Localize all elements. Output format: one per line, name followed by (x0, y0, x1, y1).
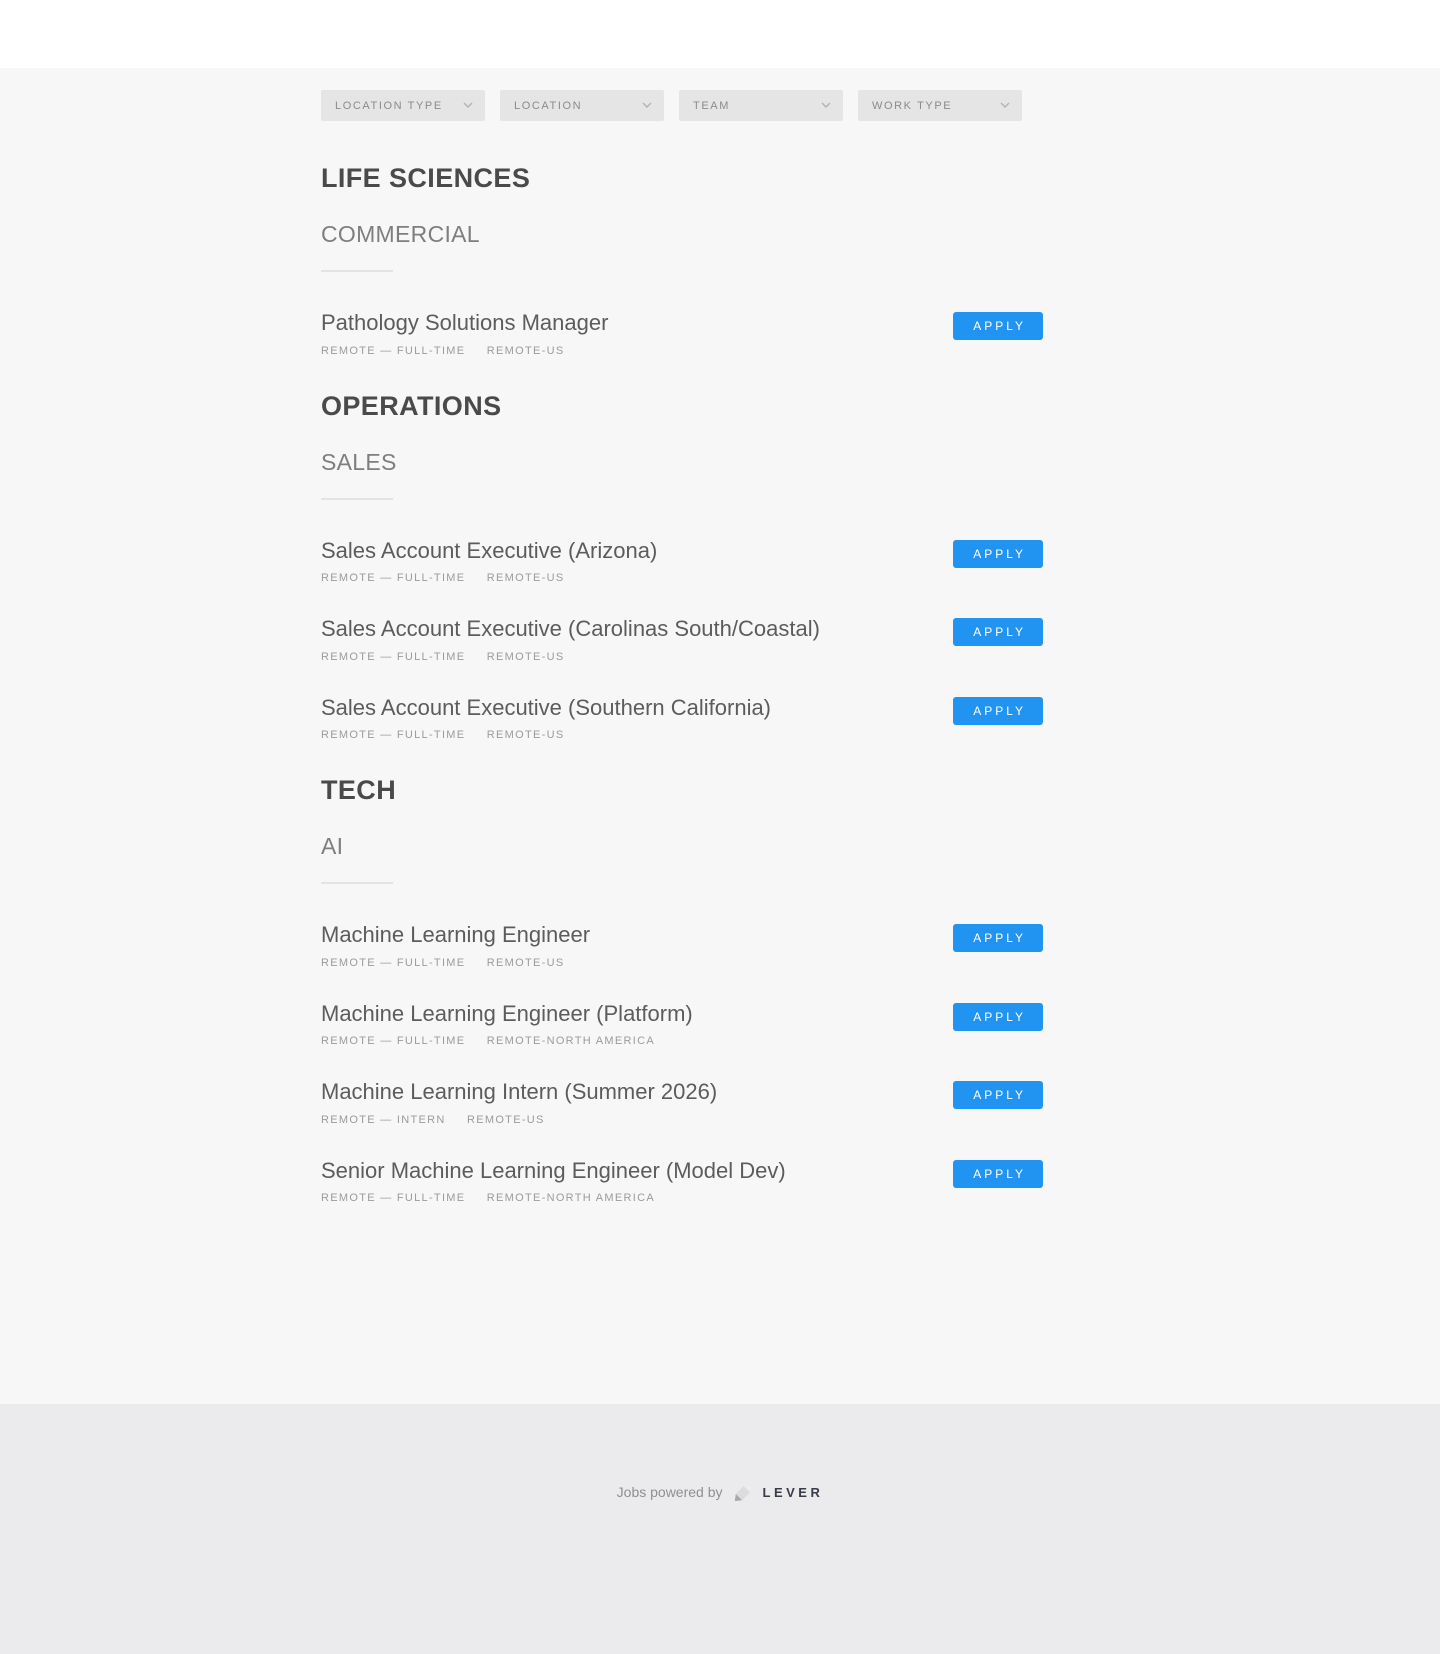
department-heading: LIFE SCIENCES (321, 163, 531, 193)
job-location: REMOTE-NORTH AMERICA (486, 1035, 655, 1047)
filter-bar (321, 90, 1043, 121)
job-title-link[interactable]: Sales Account Executive (Carolinas South/Coastal) (321, 616, 820, 641)
job-info (321, 1157, 786, 1205)
job-row (321, 921, 1043, 969)
chevron-down-icon (642, 102, 652, 109)
department-operations (321, 391, 1043, 742)
footer-content (0, 1404, 1440, 1503)
lever-wordmark: LEVER (762, 1484, 824, 1500)
chevron-down-icon (1000, 102, 1010, 109)
team-heading: AI (321, 833, 344, 859)
filter-location-type-label: LOCATION TYPE (335, 99, 443, 112)
apply-button[interactable]: APPLY (953, 540, 1043, 568)
job-meta (321, 572, 657, 584)
job-row (321, 1157, 1043, 1205)
team-heading: COMMERCIAL (321, 221, 480, 247)
department-life-sciences (321, 163, 1043, 357)
job-commitment: REMOTE — FULL-TIME (321, 572, 466, 584)
team-heading: SALES (321, 448, 397, 475)
team-divider (321, 270, 393, 272)
job-location: REMOTE-US (466, 1113, 545, 1126)
job-title-link[interactable]: Machine Learning Intern (Summer 2026) (321, 1079, 718, 1104)
filter-location-type[interactable] (321, 90, 485, 121)
page-footer (0, 1404, 1440, 1654)
team-commercial (321, 221, 1043, 357)
department-tech (321, 775, 1043, 1204)
job-info (321, 537, 657, 585)
filter-team[interactable] (679, 90, 843, 121)
job-commitment: REMOTE — FULL-TIME (321, 1035, 466, 1047)
content-column (321, 68, 1043, 1204)
lever-logo-icon (733, 1481, 755, 1503)
job-location: REMOTE-US (486, 650, 565, 663)
job-row (321, 615, 1043, 663)
team-sales (321, 449, 1043, 742)
job-commitment: REMOTE — FULL-TIME (321, 729, 466, 741)
job-title-link[interactable]: Sales Account Executive (Southern California) (321, 694, 772, 720)
top-banner (0, 0, 1440, 68)
apply-button[interactable]: APPLY (953, 1003, 1043, 1031)
job-meta (321, 345, 608, 357)
job-location: REMOTE-NORTH AMERICA (486, 1192, 655, 1204)
apply-button[interactable]: APPLY (953, 618, 1043, 646)
job-title-link[interactable]: Sales Account Executive (Arizona) (321, 537, 658, 563)
job-row (321, 537, 1043, 585)
job-meta (321, 1114, 717, 1126)
apply-button[interactable]: APPLY (953, 1160, 1043, 1188)
job-meta (321, 651, 820, 663)
lever-link[interactable] (733, 1481, 824, 1503)
department-heading: TECH (321, 775, 397, 805)
job-commitment: REMOTE — FULL-TIME (321, 956, 466, 969)
job-row (321, 694, 1043, 742)
chevron-down-icon (821, 102, 831, 109)
job-commitment: REMOTE — INTERN (321, 1113, 446, 1126)
apply-button[interactable]: APPLY (953, 312, 1043, 340)
filter-work-type-label: WORK TYPE (872, 99, 953, 112)
job-meta (321, 1035, 693, 1047)
job-commitment: REMOTE — FULL-TIME (321, 344, 466, 357)
job-info (321, 921, 590, 969)
job-title-link[interactable]: Machine Learning Engineer (321, 922, 591, 947)
powered-by-text: Jobs powered by (616, 1484, 723, 1500)
apply-button[interactable]: APPLY (953, 1081, 1043, 1109)
job-title-link[interactable]: Senior Machine Learning Engineer (Model Dev) (321, 1157, 786, 1183)
job-meta (321, 957, 590, 969)
jobs-page (0, 68, 1440, 1404)
job-meta (321, 729, 771, 741)
job-info (321, 615, 820, 663)
team-ai (321, 833, 1043, 1204)
job-info (321, 694, 771, 742)
apply-button[interactable]: APPLY (953, 924, 1043, 952)
job-location: REMOTE-US (486, 572, 565, 584)
chevron-down-icon (463, 102, 473, 109)
job-row (321, 1000, 1043, 1048)
team-divider (321, 498, 393, 500)
job-commitment: REMOTE — FULL-TIME (321, 650, 466, 663)
apply-button[interactable]: APPLY (953, 697, 1043, 725)
job-row (321, 309, 1043, 357)
job-row (321, 1078, 1043, 1126)
job-location: REMOTE-US (486, 344, 565, 357)
job-info (321, 1078, 717, 1126)
filter-location[interactable] (500, 90, 664, 121)
filter-location-label: LOCATION (514, 99, 583, 112)
job-meta (321, 1192, 786, 1204)
job-commitment: REMOTE — FULL-TIME (321, 1192, 466, 1204)
job-info (321, 1000, 693, 1048)
department-heading: OPERATIONS (321, 390, 502, 421)
job-location: REMOTE-US (486, 956, 565, 969)
job-title-link[interactable]: Machine Learning Engineer (Platform) (321, 1000, 693, 1026)
job-location: REMOTE-US (486, 729, 565, 741)
team-divider (321, 882, 393, 884)
job-title-link[interactable]: Pathology Solutions Manager (321, 310, 609, 335)
filter-team-label: TEAM (693, 99, 730, 112)
filter-work-type[interactable] (858, 90, 1022, 121)
job-info (321, 309, 608, 357)
